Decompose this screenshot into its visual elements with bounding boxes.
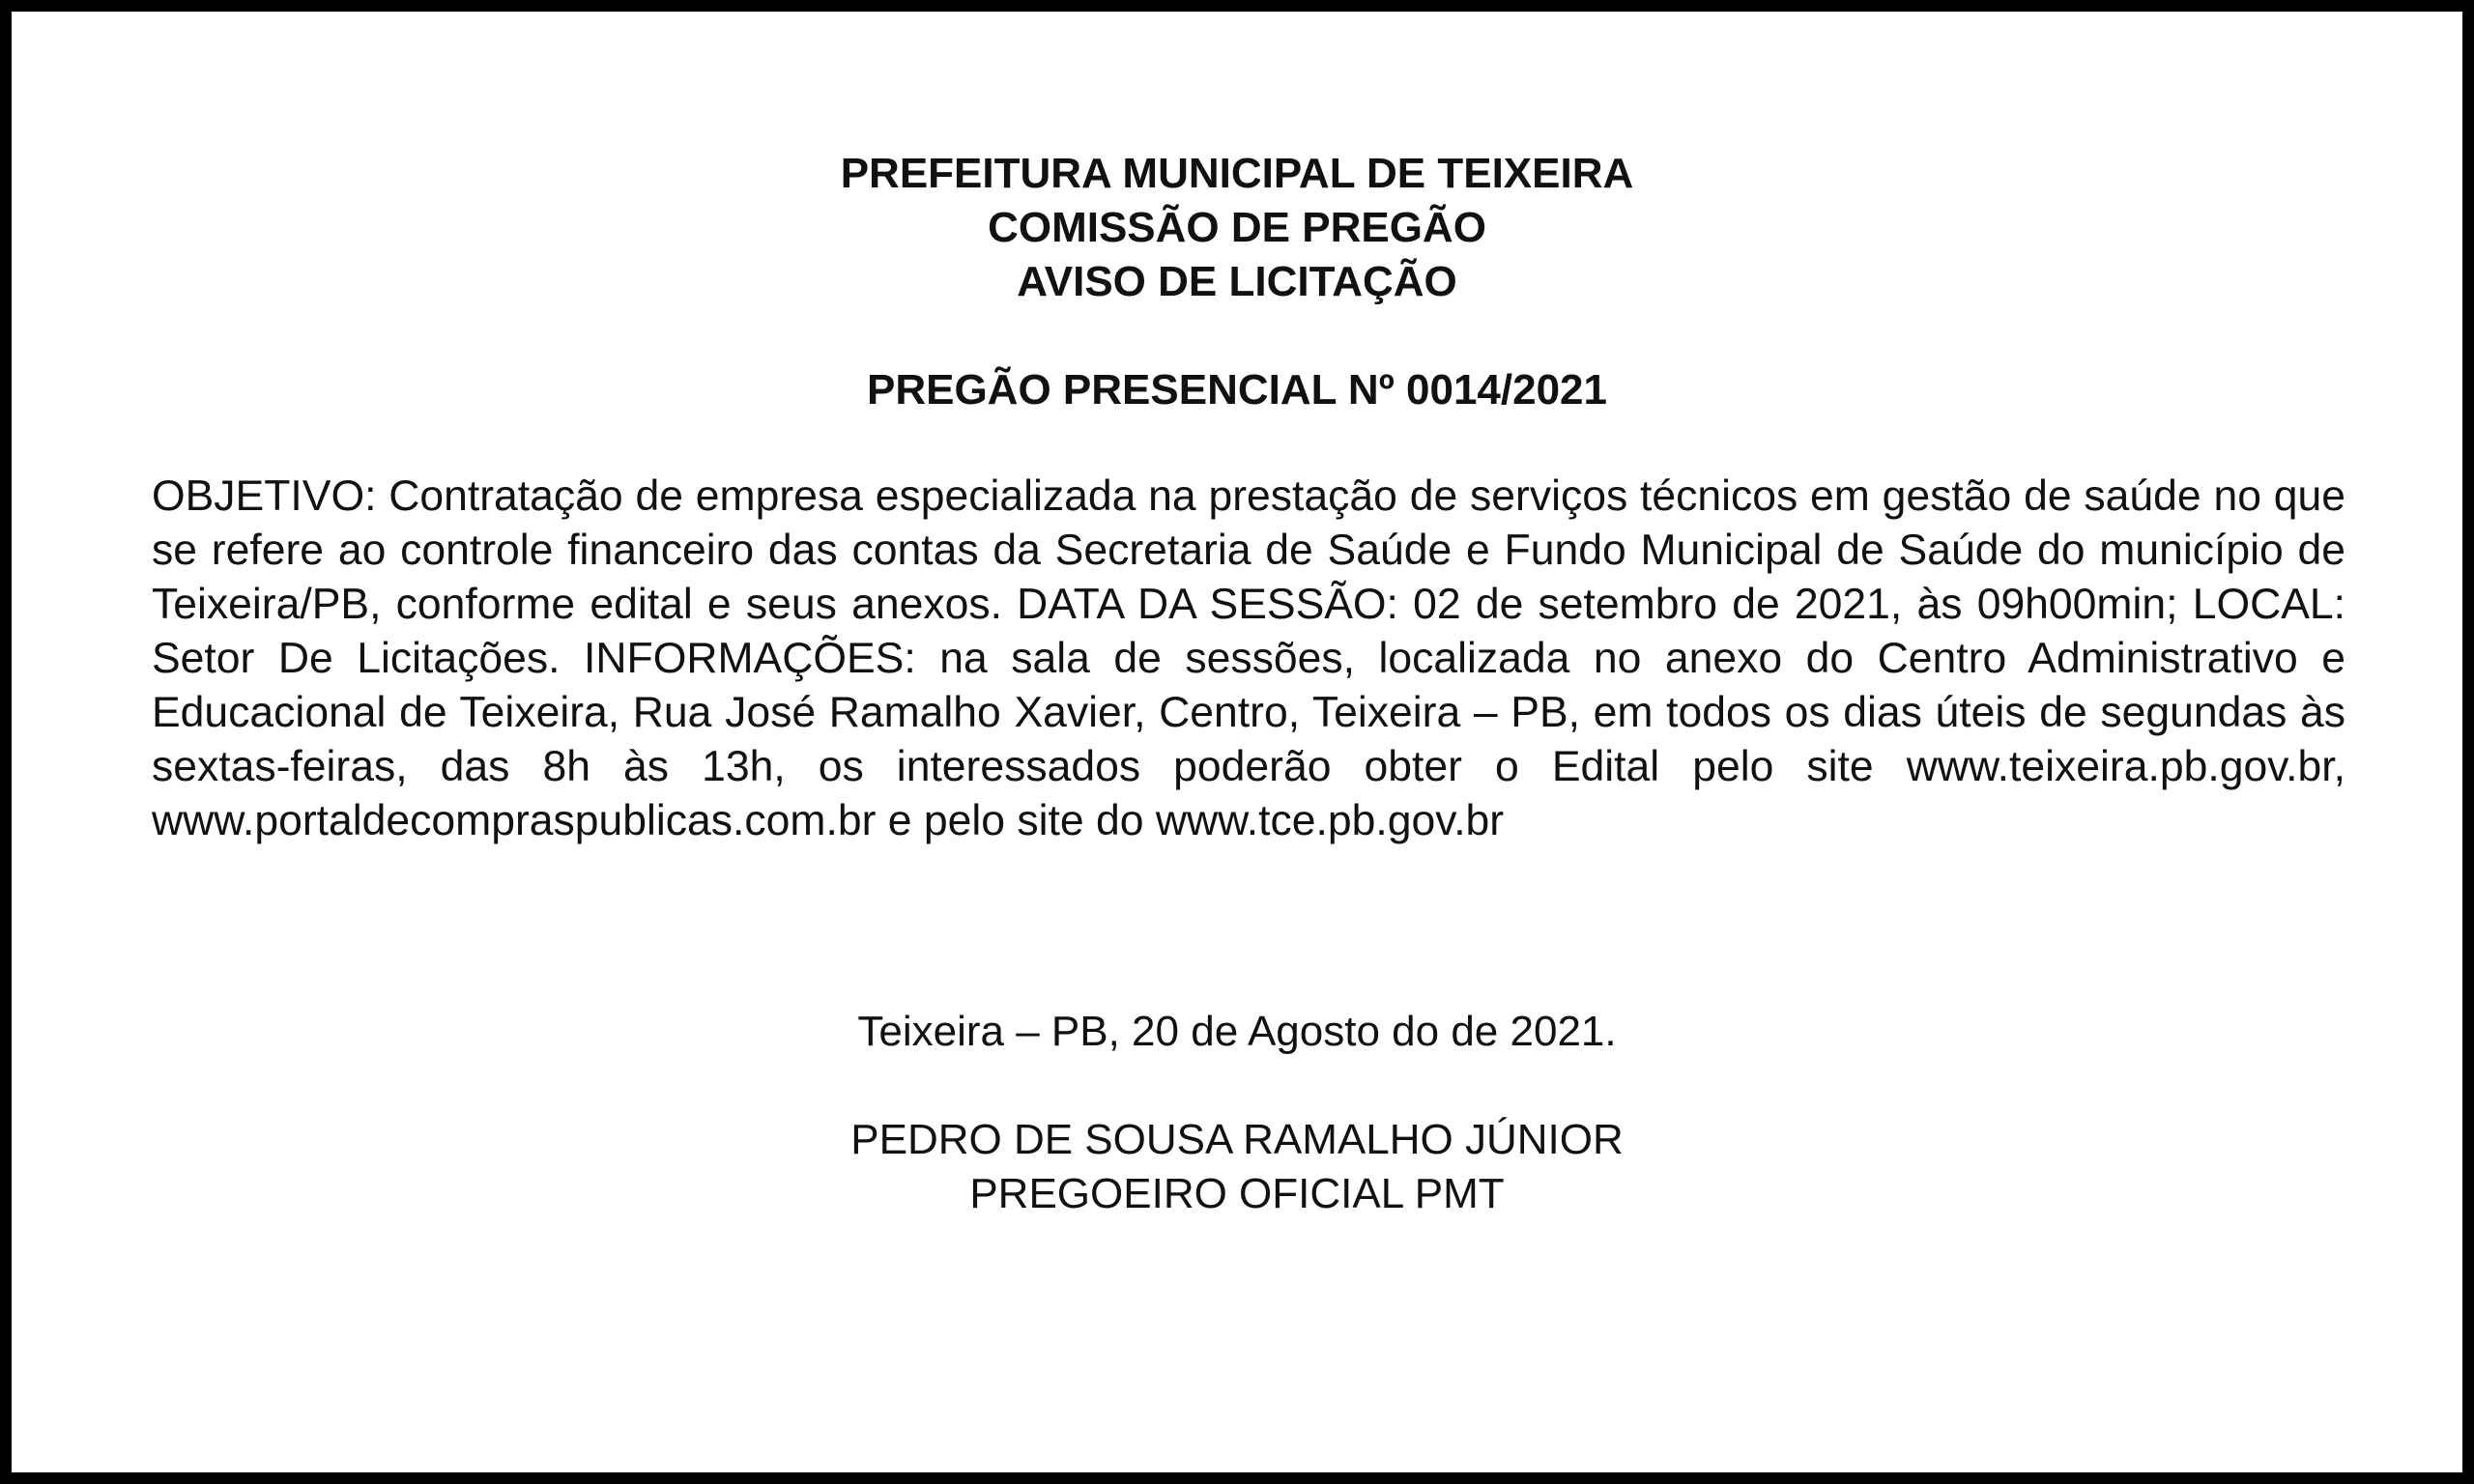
header-municipality: PREFEITURA MUNICIPAL DE TEIXEIRA	[840, 150, 1634, 197]
header-notice-type: AVISO DE LICITAÇÃO	[1017, 258, 1457, 305]
pregao-title: PREGÃO PRESENCIAL Nº 0014/2021	[866, 366, 1607, 414]
signatory-name: PEDRO DE SOUSA RAMALHO JÚNIOR	[850, 1116, 1624, 1163]
header-commission: COMISSÃO DE PREGÃO	[988, 204, 1486, 251]
date-line: Teixeira – PB, 20 de Agosto do de 2021.	[857, 1008, 1617, 1055]
signatory-title: PREGOEIRO OFICIAL PMT	[969, 1170, 1505, 1217]
notice-body: OBJETIVO: Contratação de empresa especializada na prestação de serviços técnicos em gestão de saúde no que se refere ao controle financeiro das contas da Secretaria de Saúde e Fundo Municipal de Saúde do município de Teixeira/PB, conforme edital e seus anexos. DATA DA SESSÃO: 02 de setembro de 2021, às 09h00min; LOCAL: Setor De Licitações. INFORMAÇÕES: na sala de sessões, localizada no anexo do Centro Administrativo e Educacional de Teixeira, Rua José Ramalho Xavier, Centro, Teixeira – PB, em todos os dias úteis de segundas às sextas-feiras, das 8h às 13h, os interessados poderão obter o Edital pelo site www.teixeira.pb.gov.br, www.portaldecompraspublicas.com.br e pelo site do www.tce.pb.gov.br	[152, 472, 2345, 844]
